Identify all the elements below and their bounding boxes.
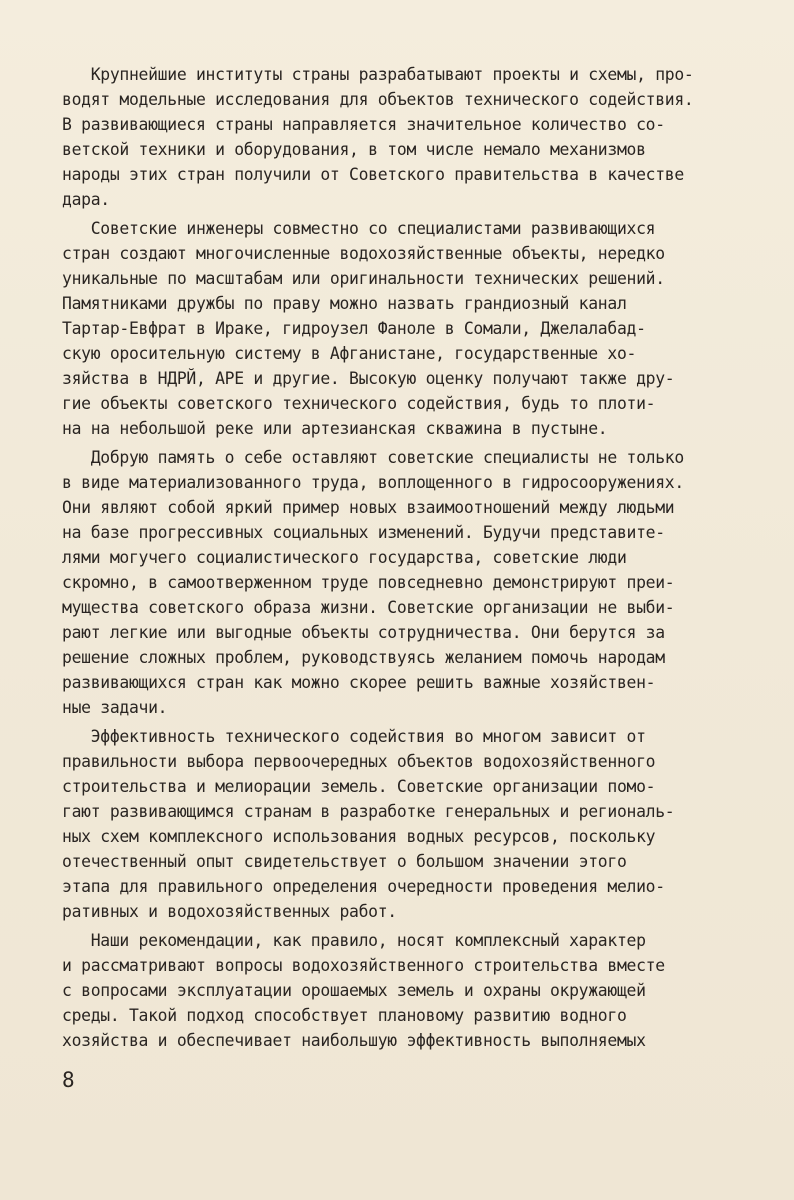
text-line: Памятниками дружбы по праву можно назвать грандиозный канал	[62, 294, 627, 313]
text-line: решение сложных проблем, руководствуясь желанием помочь народам	[62, 648, 665, 667]
text-line: дара.	[62, 190, 110, 209]
text-line: уникальные по масштабам или оригинальности технических решений.	[62, 269, 665, 288]
text-line: ветской техники и оборудования, в том числе немало механизмов	[62, 140, 646, 159]
text-line: народы этих стран получили от Советского правительства в качестве	[62, 165, 684, 184]
text-line: и рассматривают вопросы водохозяйственного строительства вместе	[62, 956, 665, 975]
text-line: ративных и водохозяйственных работ.	[62, 902, 397, 921]
text-line: хозяйства и обеспечивает наибольшую эффективность выполняемых	[62, 1031, 646, 1050]
text-line: среды. Такой подход способствует плановому развитию водного	[62, 1006, 627, 1025]
paragraph-5	[62, 928, 762, 1053]
text-line: водят модельные исследования для объектов технического содействия.	[62, 90, 694, 109]
text-line: этапа для правильного определения очередности проведения мелио-	[62, 877, 665, 896]
text-line: зяйства в НДРЙ, АРЕ и другие. Высокую оценку получают также дру-	[62, 369, 675, 388]
text-line: В развивающиеся страны направляется значительное количество со-	[62, 115, 665, 134]
text-line: мущества советского образа жизни. Советские организации не выби-	[62, 598, 675, 617]
text-line: гают развивающимся странам в разработке генеральных и региональ-	[62, 802, 675, 821]
text-line: Эффективность технического содействия во многом зависит от	[62, 727, 646, 746]
text-line: Добрую память о себе оставляют советские специалисты не только	[62, 448, 684, 467]
paragraph-4	[62, 724, 762, 924]
text-line: Крупнейшие институты страны разрабатывают проекты и схемы, про-	[62, 65, 694, 84]
page-number: 8	[62, 1068, 75, 1092]
text-line: рают легкие или выгодные объекты сотрудничества. Они берутся за	[62, 623, 665, 642]
text-line: Советские инженеры совместно со специалистами развивающихся	[62, 219, 656, 238]
text-line: скромно, в самоотверженном труде повседневно демонстрируют преи-	[62, 573, 675, 592]
text-line: с вопросами эксплуатации орошаемых земель и охраны окружающей	[62, 981, 646, 1000]
text-line: стран создают многочисленные водохозяйственные объекты, нередко	[62, 244, 665, 263]
text-line: правильности выбора первоочередных объектов водохозяйственного	[62, 752, 656, 771]
text-line: на на небольшой реке или артезианская скважина в пустыне.	[62, 419, 608, 438]
text-line: скую оросительную систему в Афганистане, государственные хо-	[62, 344, 637, 363]
paragraph-1	[62, 62, 762, 212]
paragraph-2	[62, 216, 762, 441]
text-line: Наши рекомендации, как правило, носят комплексный характер	[62, 931, 646, 950]
paragraph-3	[62, 445, 762, 720]
text-line: гие объекты советского технического содействия, будь то плоти-	[62, 394, 656, 413]
text-line: в виде материализованного труда, воплощенного в гидросооружениях.	[62, 473, 684, 492]
text-line: развивающихся стран как можно скорее решить важные хозяйствен-	[62, 673, 656, 692]
text-line: ных схем комплексного использования водных ресурсов, поскольку	[62, 827, 656, 846]
text-line: отечественный опыт свидетельствует о большом значении этого	[62, 852, 627, 871]
text-line: ные задачи.	[62, 698, 168, 717]
text-line: на базе прогрессивных социальных изменений. Будучи представите-	[62, 523, 665, 542]
text-line: лями могучего социалистического государства, советские люди	[62, 548, 627, 567]
text-line: Они являют собой яркий пример новых взаимоотношений между людьми	[62, 498, 675, 517]
text-line: Тартар-Евфрат в Ираке, гидроузел Фаноле в Сомали, Джелалабад-	[62, 319, 646, 338]
body-text	[62, 62, 762, 1053]
text-line: строительства и мелиорации земель. Советские организации помо-	[62, 777, 656, 796]
